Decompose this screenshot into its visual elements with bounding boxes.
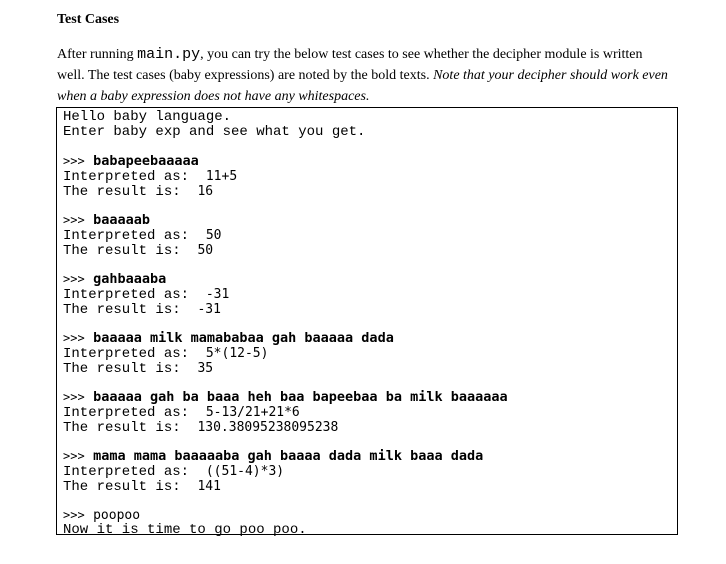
result-label: The result is:: [63, 479, 181, 495]
case-interpreted: -31: [205, 287, 230, 302]
final-input-line: [63, 508, 677, 523]
interpreted-label: Interpreted as:: [63, 169, 190, 185]
prompt-symbol: >>>: [63, 449, 85, 463]
case-input-line: [63, 272, 677, 287]
interpreted-label: Interpreted as:: [63, 346, 190, 362]
case-input-line: [63, 331, 677, 346]
case-interpreted-line: [63, 405, 677, 420]
result-label: The result is:: [63, 420, 181, 436]
console-greeting-2: Enter baby exp and see what you get.: [63, 124, 366, 140]
case-interpreted-line: [63, 346, 677, 361]
intro-note: Note that your decipher should work even when a baby expression does not have any whitespaces.: [57, 68, 668, 104]
case-result: 50: [197, 243, 214, 258]
case-input-line: [63, 449, 677, 464]
case-input-line: [63, 390, 677, 405]
result-label: The result is:: [63, 243, 181, 259]
case-result-line: [63, 420, 677, 435]
result-label: The result is:: [63, 302, 181, 318]
intro-paragraph: [57, 44, 672, 107]
case-interpreted-line: [63, 169, 677, 184]
interpreted-label: Interpreted as:: [63, 287, 190, 303]
result-label: The result is:: [63, 361, 181, 377]
case-input: gahbaaaba: [93, 271, 167, 287]
case-result-line: [63, 479, 677, 494]
interpreted-label: Interpreted as:: [63, 228, 190, 244]
case-interpreted-line: [63, 464, 677, 479]
case-interpreted: 11+5: [205, 169, 238, 184]
case-result-line: [63, 243, 677, 258]
final-input: poopoo: [93, 508, 141, 523]
case-input: babapeebaaaaa: [93, 153, 199, 169]
case-input-line: [63, 213, 677, 228]
case-interpreted: 5-13/21+21*6: [205, 405, 300, 420]
case-result: 141: [197, 479, 221, 494]
case-result: 35: [197, 361, 214, 376]
intro-text-1: After running: [57, 47, 138, 62]
intro-text-2: , you can try the below test cases to see whether the decipher module is written well. The test cases (baby expressions) are noted by the bold texts.: [57, 47, 643, 83]
prompt-symbol: >>>: [63, 213, 85, 227]
section-heading: Test Cases: [57, 12, 120, 27]
case-input: baaaaa milk mamababaa gah baaaaa dada: [93, 330, 394, 346]
case-input: mama mama baaaaaba gah baaaa dada milk baaa dada: [93, 448, 484, 464]
result-label: The result is:: [63, 184, 181, 200]
case-result-line: [63, 184, 677, 199]
case-input: baaaaab: [93, 212, 150, 228]
interpreted-label: Interpreted as:: [63, 464, 190, 480]
case-interpreted: 50: [205, 228, 222, 243]
case-interpreted-line: [63, 228, 677, 243]
case-interpreted-line: [63, 287, 677, 302]
prompt-symbol: >>>: [63, 272, 85, 286]
case-interpreted: 5*(12-5): [205, 346, 269, 361]
prompt-symbol: >>>: [63, 331, 85, 345]
console-farewell: Now it is time to go poo poo.: [63, 522, 307, 538]
prompt-symbol: >>>: [63, 154, 85, 168]
case-result-line: [63, 302, 677, 317]
console-greeting-1: Hello baby language.: [63, 109, 232, 125]
prompt-symbol: >>>: [63, 508, 85, 522]
case-result: -31: [197, 302, 221, 317]
console-output-box: [56, 107, 678, 538]
case-result-line: [63, 361, 677, 376]
case-interpreted: ((51-4)*3): [205, 464, 285, 479]
interpreted-label: Interpreted as:: [63, 405, 190, 421]
case-input-line: [63, 154, 677, 169]
intro-code-filename: main.py: [137, 46, 201, 63]
case-result: 130.38095238095238: [197, 420, 339, 435]
prompt-symbol: >>>: [63, 390, 85, 404]
case-result: 16: [197, 184, 214, 199]
case-input: baaaaa gah ba baaa heh baa bapeebaa ba milk baaaaaa: [93, 389, 508, 405]
